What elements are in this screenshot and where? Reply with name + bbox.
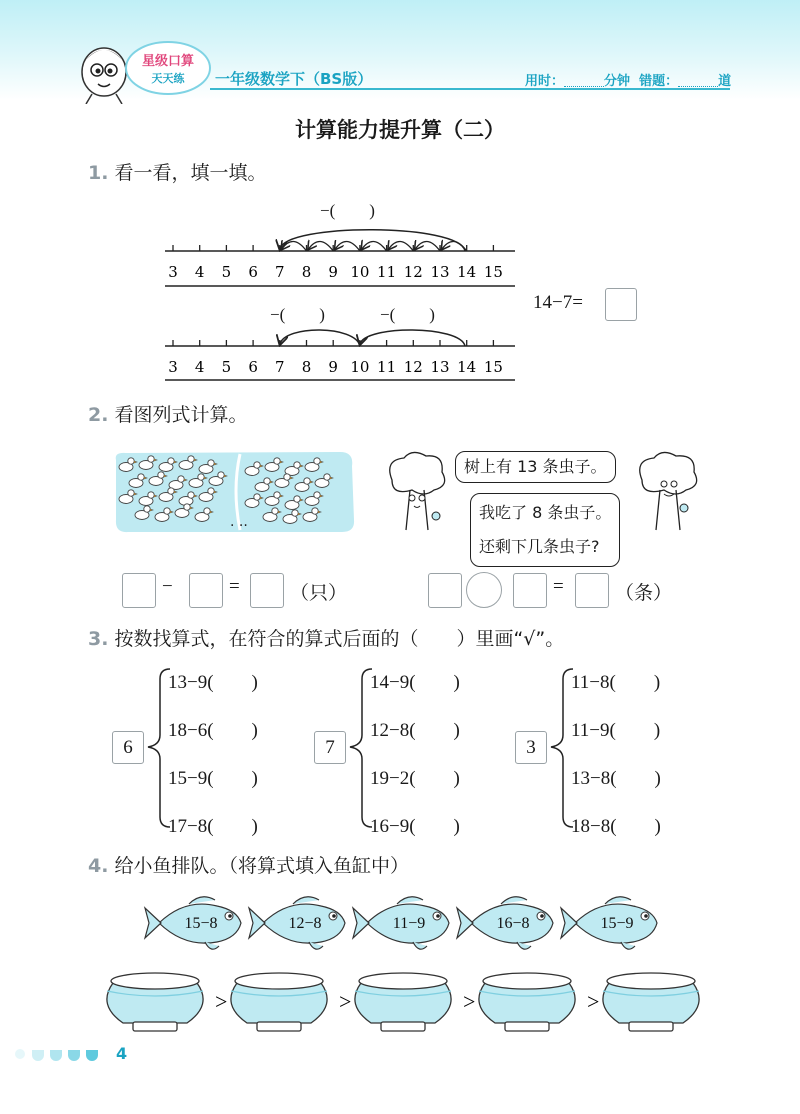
q3-expression[interactable]: 13−9( ) [168,672,258,693]
q1-text: 看一看，填一填。 [114,162,267,184]
jump-arc-14-10 [360,330,465,346]
greater-than-sign: > [463,989,476,1014]
page-title: 计算能力提升算（二） [295,118,505,142]
number-line-1-label: 11 [377,263,397,281]
greater-than-sign: > [215,989,228,1014]
q2-left-box-1[interactable] [122,573,156,608]
number-line-1-label: 13 [430,263,450,281]
fishbowl-row [95,965,735,1037]
series-title: 一年级数学下（BS版） [215,70,373,88]
q3-expression[interactable]: 13−8( ) [571,768,661,789]
number-line-2-label: 7 [275,358,285,376]
fishbowl[interactable] [603,973,699,1031]
q1-bottom-label-2: −( ) [380,305,435,324]
errors-unit: 道 [718,74,732,89]
q2-right-box-2[interactable] [513,573,547,608]
logo-text-2: 天天练 [151,72,185,85]
small-jump-arc [415,241,440,251]
q3-expression[interactable]: 19−2( ) [370,768,460,789]
fishbowl[interactable] [355,973,451,1031]
greater-than-sign: > [339,989,352,1014]
speech-bubble-2-line-2: 还剩下几条虫子? [479,537,600,556]
number-line-2-label: 5 [221,358,232,376]
number-line-1-label: 3 [168,263,178,281]
fish-expression: 12−8 [288,915,322,932]
fish-expression: 15−9 [600,915,634,932]
fishbowl[interactable] [231,973,327,1031]
number-line-2-label: 12 [403,358,423,376]
number-line-2-label: 10 [350,358,370,376]
errors-blank[interactable] [678,74,718,87]
q2-minus: − [162,576,173,597]
number-line-2-label: 3 [168,358,178,376]
q3-expression[interactable]: 16−9( ) [370,816,460,837]
q2-left-box-3[interactable] [250,573,284,608]
fish-expression: 15−8 [184,915,218,932]
q2-operator-circle[interactable] [466,572,502,608]
greater-than-sign: > [587,989,600,1014]
speech-bubble-1: 树上有 13 条虫子。 [455,451,616,483]
tree-right [640,452,697,530]
q2-number: 2. [88,404,109,426]
q3-target-box-1: 6 [112,731,144,764]
logo-text-1: 星级口算 [141,54,195,69]
footer-dots [14,1046,104,1062]
q2-equals-2: = [553,576,564,597]
fish-expression: 11−9 [392,915,426,932]
q2-right-box-1[interactable] [428,573,462,608]
q1-top-label: −( ) [320,201,375,220]
number-line-2-label: 9 [328,358,338,376]
q4-number: 4. [88,855,109,877]
fishbowl[interactable] [479,973,575,1031]
q2-text: 看图列式计算。 [114,404,248,426]
number-line-2-label: 13 [430,358,450,376]
number-line-2-label: 11 [377,358,397,376]
ducks-dots: . .. [230,514,248,530]
number-line-1-label: 14 [457,263,477,281]
number-line-1-label: 5 [221,263,232,281]
q3-number: 3. [88,628,109,650]
number-line-2-label: 8 [301,358,312,376]
small-jump-arc [389,241,414,251]
q1-bottom-label-1: −( ) [270,305,325,324]
q4-text: 给小鱼排队。（将算式填入鱼缸中） [114,855,409,877]
number-line-2-label: 4 [194,358,205,376]
mascot-logo [76,32,216,104]
q3-expression[interactable]: 11−8( ) [571,672,661,693]
small-jump-arc [362,241,387,251]
header-divider [210,88,730,90]
small-jump-arc [442,241,467,251]
q4-title [88,851,409,878]
speech-bubble-2 [470,493,620,567]
q3-expression[interactable]: 12−8( ) [370,720,460,741]
q3-expression[interactable]: 18−6( ) [168,720,258,741]
number-line-1-label: 4 [194,263,205,281]
errors-label: 错题： [639,74,679,89]
small-jump-arc [309,241,334,251]
number-line-2-label: 14 [457,358,477,376]
number-line-1-label: 10 [350,263,370,281]
fish-row [140,890,670,960]
q1-title [88,158,266,185]
q1-number: 1. [88,162,109,184]
q1-answer-box[interactable] [605,288,637,321]
q3-expression[interactable]: 17−8( ) [168,816,258,837]
tree-left [390,452,445,530]
number-line-1-label: 8 [301,263,312,281]
q3-target-box-2: 7 [314,731,346,764]
number-line-1-label: 6 [248,263,258,281]
number-line-1-label: 9 [328,263,338,281]
q3-text: 按数找算式，在符合的算式后面的（ ）里画“√”。 [114,628,565,650]
number-line-2-label: 15 [483,358,503,376]
q2-unit-1: （只） [290,582,348,604]
q2-equals-1: = [229,576,240,597]
time-unit: 分钟 [604,74,631,89]
q2-right-box-3[interactable] [575,573,609,608]
time-blank[interactable] [564,74,604,87]
number-lines [160,215,520,385]
speech-bubble-2-line-1: 我吃了 8 条虫子。 [479,503,612,522]
q2-unit-2: （条） [615,582,673,604]
page-number: 4 [116,1044,128,1063]
jump-arc-10-7 [280,330,360,346]
small-jump-arc [335,241,360,251]
time-field [525,70,731,89]
q2-title [88,400,247,427]
number-line-1-label: 7 [275,263,285,281]
fish-expression: 16−8 [496,915,530,932]
time-label: 用时： [525,74,565,89]
q3-expression[interactable]: 18−8( ) [571,816,661,837]
fishbowl[interactable] [107,973,203,1031]
q3-title [88,624,564,651]
ducks-picture [112,450,357,535]
q1-equation: 14−7= [533,292,583,313]
q2-left-box-2[interactable] [189,573,223,608]
q3-target-box-3: 3 [515,731,547,764]
number-line-2-label: 6 [248,358,258,376]
number-line-1-label: 12 [403,263,423,281]
q3-expression[interactable]: 14−9( ) [370,672,460,693]
q3-expression[interactable]: 11−9( ) [571,720,661,741]
number-line-1-label: 15 [483,263,503,281]
q3-expression[interactable]: 15−9( ) [168,768,258,789]
